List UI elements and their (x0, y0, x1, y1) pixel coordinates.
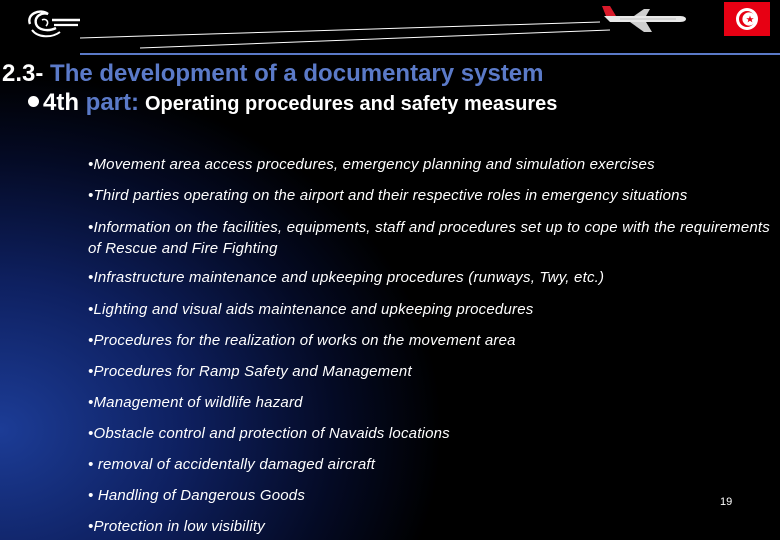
list-item: • removal of accidentally damaged aircraft (88, 456, 376, 473)
list-item: •Infrastructure maintenance and upkeeping procedures (runways, Twy, etc.) (88, 269, 605, 286)
list-item: •Protection in low visibility (88, 518, 265, 535)
list-item: •Lighting and visual aids maintenance and upkeeping procedures (88, 301, 534, 318)
list-item: •Obstacle control and protection of Navaids locations (88, 425, 450, 442)
header-band (0, 0, 780, 58)
part-number: 4th (43, 89, 79, 116)
page-number: 19 (720, 496, 733, 508)
list-item: •Procedures for Ramp Safety and Management (88, 363, 412, 380)
oaca-logo-icon (22, 6, 82, 42)
list-item: •Management of wildlife hazard (88, 394, 303, 411)
bullet-icon (28, 96, 39, 107)
part-description: Operating procedures and safety measures (145, 93, 558, 115)
list-item: •Third parties operating on the airport and their respective roles in emergency situations (88, 187, 688, 204)
slide-subtitle (28, 89, 557, 117)
section-number: 2.3- (2, 60, 44, 87)
list-item: • Handling of Dangerous Goods (88, 487, 306, 504)
tunisia-flag-icon (724, 2, 770, 36)
list-item: •Information on the facilities, equipments, staff and procedures set up to cope with the requirements of Rescue and Fire Fighting (88, 219, 770, 257)
slide-title (2, 60, 544, 88)
list-item: •Procedures for the realization of works on the movement area (88, 332, 516, 349)
list-item: •Movement area access procedures, emergency planning and simulation exercises (88, 156, 655, 173)
part-label: part: (79, 89, 139, 116)
section-title: The development of a documentary system (43, 60, 544, 87)
airplane-icon (600, 4, 690, 34)
